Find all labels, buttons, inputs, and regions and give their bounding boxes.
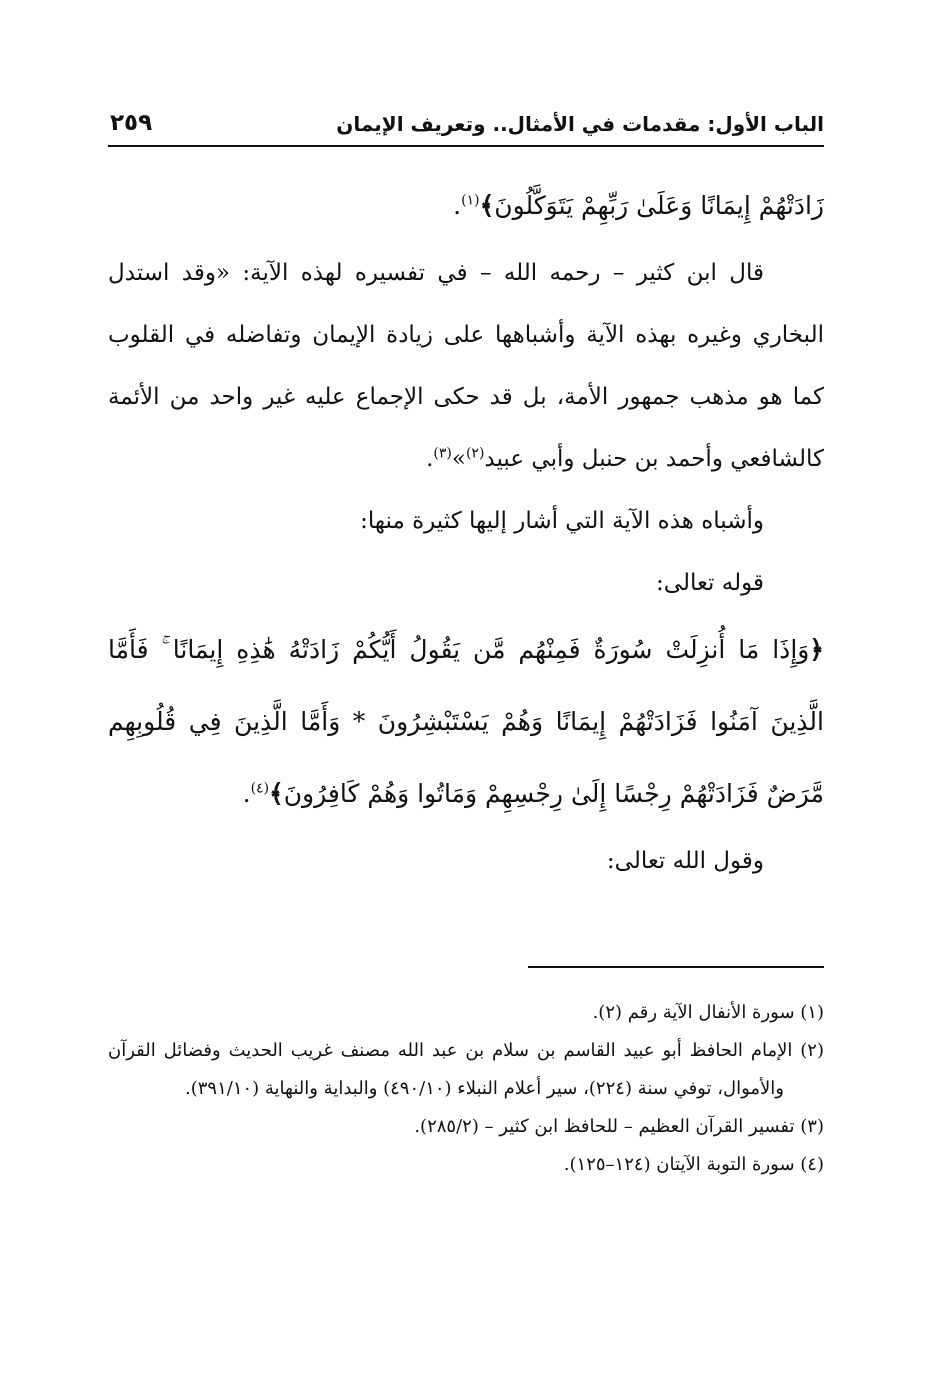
footnote-3: (٣) تفسير القرآن العظيم – للحافظ ابن كثير – (٢٨٥/٢). (414, 1116, 824, 1137)
verse-text: زَادَتْهُمْ إِيمَانًا وَعَلَىٰ رَبِّهِمْ يَتَوَكَّلُونَ (494, 191, 824, 220)
footnote-ref-1[interactable]: (١) (461, 192, 480, 209)
period: . (453, 191, 462, 220)
main-text (108, 170, 824, 892)
footnote-ref-3[interactable]: (٣) (433, 445, 452, 462)
verse-continuation (108, 170, 824, 242)
footnote-ref-4[interactable]: (٤) (250, 780, 270, 797)
ibn-kathir-paragraph (108, 242, 824, 490)
running-header (108, 108, 824, 144)
verse-close-bracket: ﴾ (269, 779, 284, 808)
footnote-2: (٢) الإمام الحافظ أبو عبيد القاسم بن سلام بن عبد الله مصنف غريب الحديث وفضائل القرآن والأموال، توفي سنة (٢٢٤)، سير أعلام النبلاء (٤٩٠/١٠) والبداية والنهاية (٣٩١/١٠). (108, 1040, 824, 1099)
footnote-divider (528, 966, 824, 968)
period: . (426, 446, 434, 472)
similar-verses-paragraph: وأشباه هذه الآية التي أشار إليها كثيرة منها: (360, 508, 764, 534)
period: . (242, 779, 251, 808)
verse-close-bracket: ﴾ (479, 191, 495, 220)
header-divider (108, 145, 824, 147)
footnote-4: (٤) سورة التوبة الآيتان (١٢٤–١٢٥). (563, 1154, 824, 1175)
footnote-1: (١) سورة الأنفال الآية رقم (٢). (592, 1002, 824, 1023)
his-saying-paragraph: قوله تعالى: (656, 570, 764, 596)
and-saying-paragraph: وقول الله تعالى: (606, 848, 764, 874)
verse-open-bracket: ﴿ (809, 635, 824, 664)
page-number: ٢٥٩ (110, 110, 153, 136)
footnote-ref-2[interactable]: (٢) (465, 445, 485, 462)
quran-text: وَإِذَا مَا أُنزِلَتْ سُورَةٌ فَمِنْهُم مَّن يَقُولُ أَيُّكُمْ زَادَتْهُ هَٰذِهِ إِيمَانًا ۚ فَأَمَّا الَّذِينَ آمَنُوا فَزَادَتْهُمْ إِيمَانًا وَهُمْ يَسْتَبْشِرُونَ * وَأَمَّا الَّذِينَ فِي قُلُوبِهِم مَّرَضٌ فَزَادَتْهُمْ رِجْسًا إِلَىٰ رِجْسِهِمْ وَمَاتُوا وَهُمْ كَافِرُونَ (108, 635, 824, 808)
footnotes (108, 994, 824, 1184)
paragraph-text: قال ابن كثير – رحمه الله – في تفسيره لهذه الآية: «وقد استدل البخاري وغيره بهذه الآية وأشباهها على زيادة الإيمان وتفاضله في القلوب كما هو مذهب جمهور الأمة، بل قد حكى الإجماع عليه غير واحد من الأئمة كالشافعي وأحمد بن حنبل وأبي عبيد (108, 260, 824, 472)
chapter-title: الباب الأول: مقدمات في الأمثال.. وتعريف الإيمان (336, 112, 824, 136)
quran-quote (108, 614, 824, 830)
quote-close: » (451, 446, 466, 472)
